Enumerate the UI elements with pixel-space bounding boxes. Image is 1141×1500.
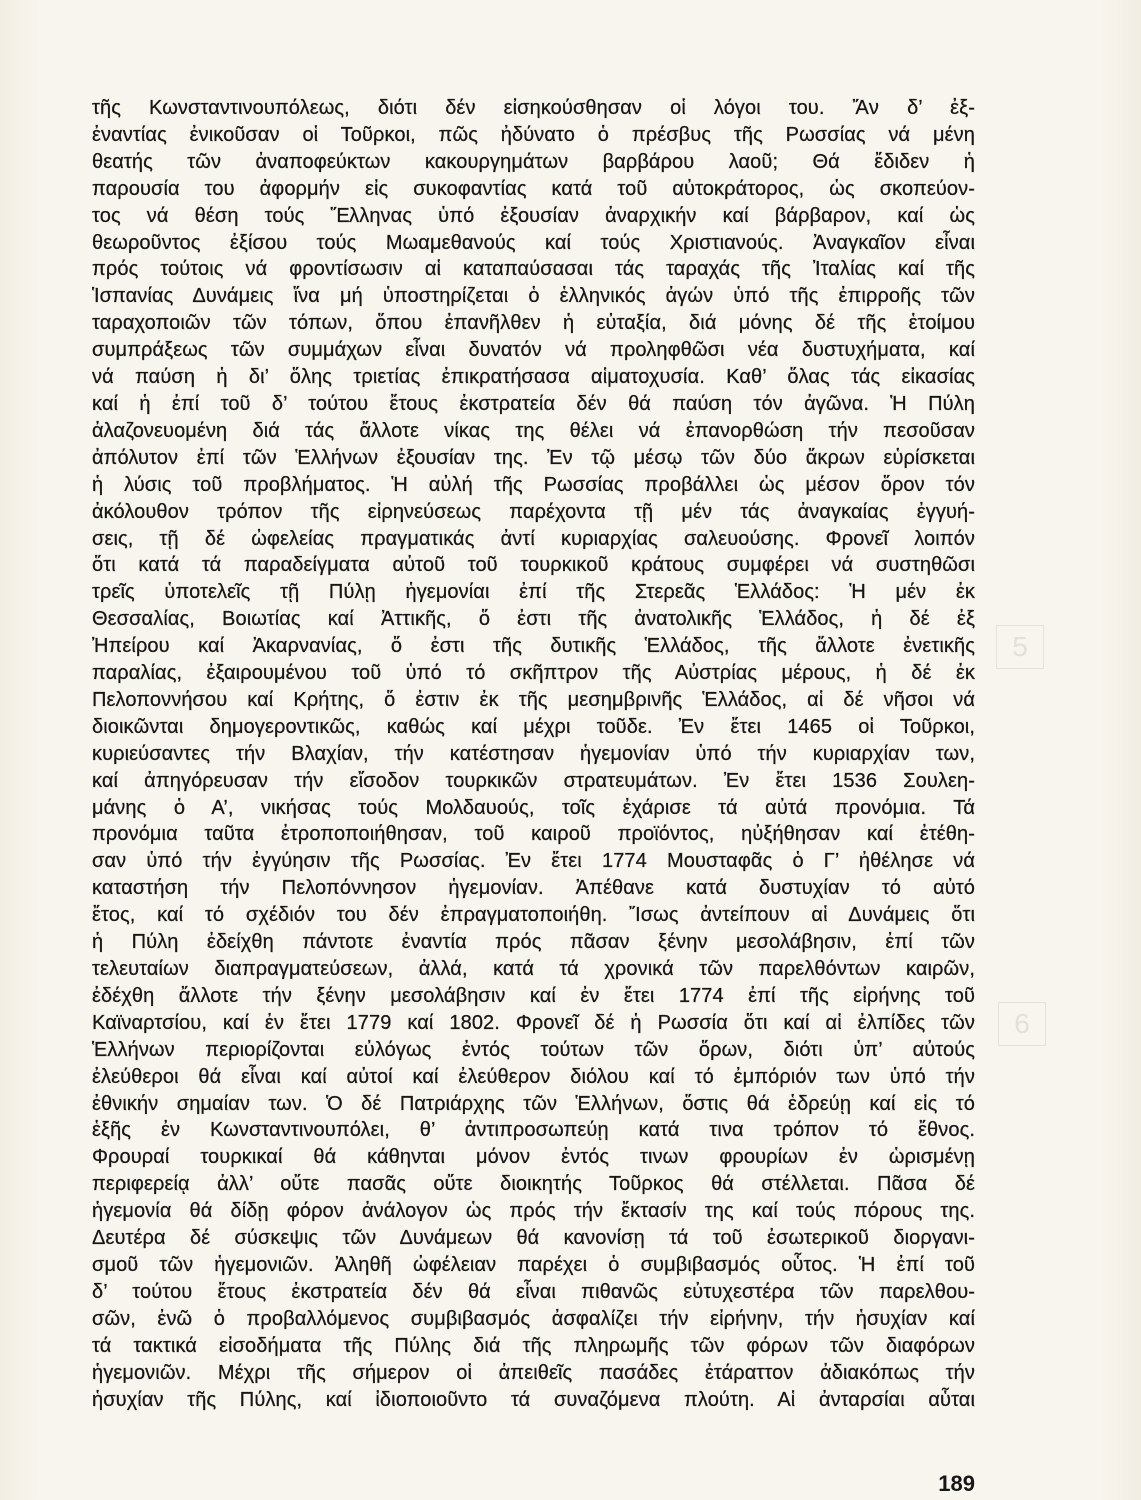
text-line: κυριεύσαντες τήν Βλαχίαν, τήν κατέστησαν ἡγεμονίαν ὑπό τήν κυριαρχίαν των, <box>92 742 975 765</box>
text-line: ἡ Πύλη ἐδείχθη πάντοτε ἐναντία πρός πᾶσαν ξένην μεσολάβησιν, ἐπί τῶν <box>92 931 975 954</box>
text-line: ἡγεμονία θά δίδῃ φόρον ἀνάλογον ὡς πρός τήν ἔκτασίν της καί τούς πόρους της. <box>92 1200 975 1223</box>
text-line: Ἑλλήνων περιορίζονται εὐλόγως ἐντός τούτων τῶν ὅρων, διότι ὑπ’ αὐτούς <box>92 1038 975 1061</box>
text-line: περιφερείᾳ ἀλλ’ οὔτε πασᾶς οὔτε διοικητής Τοῦρκος θά στέλλεται. Πᾶσα δέ <box>92 1173 975 1196</box>
text-line: δ’ τούτου ἔτους ἐκστρατεία δέν θά εἶναι πιθανῶς εὐτυχεστέρα τῶν παρελθου- <box>92 1280 975 1303</box>
text-line: πρός τούτοις νά φροντίσωσιν αἱ καταπαύσασαι τάς ταραχάς τῆς Ἰταλίας καί τῆς <box>92 258 975 281</box>
text-line: Θεσσαλίας, Βοιωτίας καί Ἀττικῆς, ὅ ἐστι τῆς ἀνατολικῆς Ἑλλάδος, ἡ δέ ἐξ <box>92 608 975 631</box>
text-line: ἔτος, καί τό σχέδιόν του δέν ἐπραγματοποιήθη. Ἴσως ἀντείπουν αἱ Δυνάμεις ὅτι <box>92 904 975 927</box>
text-line: τελευταίων διαπραγματεύσεων, ἀλλά, κατά τά χρονικά τῶν παρελθόντων καιρῶν, <box>92 958 975 980</box>
text-line: παραλίας, ἐξαιρουμένου τοῦ ὑπό τό σκῆπτρον τῆς Αὐστρίας μέρους, ἡ δέ ἐκ <box>92 662 975 685</box>
text-line: ἐθνικήν σημαίαν των. Ὁ δέ Πατριάρχης τῶν Ἑλλήνων, ὅστις θά ἑδρεύῃ καί εἰς τό <box>92 1092 975 1115</box>
text-line: θεατής τῶν ἀναποφεύκτων κακουργημάτων βαρβάρου λαοῦ; Θά ἔδιδεν ἡ <box>92 150 975 173</box>
text-line: Πελοποννήσου καί Κρήτης, ὅ ἐστιν ἐκ τῆς μεσημβρινῆς Ἑλλάδος, αἱ δέ νῆσοι νά <box>92 688 975 711</box>
text-line: προνόμια ταῦτα ἐτροποποιήθησαν, τοῦ καιροῦ προϊόντος, ηὐξήθησαν καί ἐτέθη- <box>92 823 975 846</box>
text-line: ὅτι κατά τά παραδείγματα αὐτοῦ τοῦ τουρκικοῦ κράτους συμφέρει νά συστηθῶσι <box>92 554 975 577</box>
text-line: ἡσυχίαν τῆς Πύλης, καί ἰδιοποιοῦντο τά συναζόμενα πλούτη. Αἱ ἀνταρσίαι αὗται <box>92 1388 975 1411</box>
text-line: ἀκόλουθον τρόπον τῆς εἰρηνεύσεως παρέχοντα τῇ μέν τάς ἀναγκαίας ἐγγυή- <box>92 500 975 523</box>
text-line: διοικῶνται δημογεροντικῶς, καθώς καί μέχρι τοῦδε. Ἐν ἔτει 1465 οἱ Τοῦρκοι, <box>92 715 975 738</box>
text-line: σμοῦ τῶν ἡγεμονιῶν. Ἀληθῆ ὠφέλειαν παρέχει ὁ συμβιβασμός οὗτος. Ἡ ἐπί τοῦ <box>92 1253 975 1276</box>
text-line: τος νά θέση τούς Ἕλληνας ὑπό ἐξουσίαν ἀναρχικήν καί βάρβαρον, καί ὡς <box>92 204 975 227</box>
text-line: ταραχοποιῶν τῶν τόπων, ὅπου ἐπανῆλθεν ἡ εὐταξία, διά μόνης δέ τῆς ἑτοίμου <box>92 312 975 335</box>
text-line: ἐλεύθεροι θά εἶναι καί αὐτοί καί ἐλεύθερον διόλου καί τό ἐμπόριόν των ὑπό τήν <box>92 1065 975 1088</box>
text-line: Καϊναρτσίου, καί ἐν ἔτει 1779 καί 1802. Φρονεῖ δέ ἡ Ρωσσία ὅτι καί αἱ ἐλπίδες τῶν <box>92 1011 975 1034</box>
text-line: ἀπόλυτον ἐπί τῶν Ἑλλήνων ἐξουσίαν της. Ἐν τῷ μέσῳ τῶν δύο ἄκρων εὑρίσκεται <box>92 446 975 469</box>
text-line: Φρουραί τουρκικαί θά κάθηνται μόνον ἐντός τινων φρουρίων ἐν ὡρισμένῃ <box>92 1146 975 1169</box>
text-line: ἡ λύσις τοῦ προβλήματος. Ἡ αὐλή τῆς Ρωσσίας προβάλλει ὡς μέσον ὅρον τόν <box>92 473 975 496</box>
text-line: Ἱσπανίας Δυνάμεις ἵνα μή ὑποστηρίζεται ὁ ἑλληνικός ἀγών ὑπό τῆς ἐπιρροῆς τῶν <box>92 285 975 308</box>
text-line: θεωροῦντος ἐξίσου τούς Μωαμεθανούς καί τούς Χριστιανούς. Ἀναγκαῖον εἶναι <box>92 231 975 254</box>
text-line: ἐδέχθη ἄλλοτε τήν ξένην μεσολάβησιν καί ἐν ἔτει 1774 ἐπί τῆς εἰρήνης τοῦ <box>92 984 975 1007</box>
text-line: μάνης ὁ Α’, νικήσας τούς Μολδαυούς, τοῖς ἐχάρισε τά αὐτά προνόμια. Τά <box>92 796 975 819</box>
text-line: νά παύση ἡ δι’ ὅλης τριετίας ἐπικρατήσασα αἱματοχυσία. Καθ’ ὅλας τάς εἰκασίας <box>92 366 975 389</box>
text-line: ἑξῆς ἐν Κωνσταντινουπόλει, θ’ ἀντιπροσωπεύῃ κατά τινα τρόπον τό ἔθνος. <box>92 1119 975 1142</box>
text-line: τά τακτικά εἰσοδήματα τῆς Πύλης διά τῆς πληρωμῆς τῶν φόρων τῶν διαφόρων <box>92 1334 975 1357</box>
text-line: σαν ὑπό τήν ἐγγύησιν τῆς Ρωσσίας. Ἐν ἔτει 1774 Μουσταφᾶς ὁ Γ’ ἠθέλησε νά <box>92 850 975 873</box>
text-line: ἡγεμονιῶν. Μέχρι τῆς σήμερον οἱ ἀπειθεῖς πασάδες ἐτάραττον ἀδιακόπως τήν <box>92 1361 975 1384</box>
text-line: τρεῖς ὑποτελεῖς τῇ Πύλῃ ἡγεμονίαι ἐπί τῆς Στερεᾶς Ἑλλάδος: Ἡ μέν ἐκ <box>92 581 975 604</box>
margin-mark: 6 <box>998 1002 1046 1046</box>
text-line: σῶν, ἐνῶ ὁ προβαλλόμενος συμβιβασμός ἀσφαλίζει τήν εἰρήνην, τήν ἡσυχίαν καί <box>92 1307 975 1330</box>
text-line: καί ἡ ἐπί τοῦ δ’ τούτου ἔτους ἐκστρατεία δέν θά παύση τόν ἀγῶνα. Ἡ Πύλη <box>92 392 975 415</box>
text-line: Ἠπείρου καί Ἀκαρνανίας, ὅ ἐστι τῆς δυτικῆς Ἑλλάδος, τῆς ἄλλοτε ἐνετικῆς <box>92 635 975 658</box>
margin-mark: 5 <box>996 625 1044 669</box>
body-text <box>92 95 975 1413</box>
text-line: ἐναντίας ἐνικοῦσαν οἱ Τοῦρκοι, πῶς ἠδύνατο ὁ πρέσβυς τῆς Ρωσσίας νά μένη <box>92 123 975 146</box>
text-line: καταστήση τήν Πελοπόννησον ἡγεμονίαν. Ἀπέθανε κατά δυστυχίαν τό αὐτό <box>92 877 975 900</box>
text-line: παρουσία του ἀφορμήν εἰς συκοφαντίας κατά τοῦ αὐτοκράτορος, ὡς σκοπεύον- <box>92 177 975 200</box>
text-line: συμπράξεως τῶν συμμάχων εἶναι δυνατόν νά προληφθῶσι νέα δυστυχήματα, καί <box>92 339 975 362</box>
text-line: ἀλαζονευομένη διά τάς ἄλλοτε νίκας της θέλει νά ἐπανορθώση τήν πεσοῦσαν <box>92 419 975 442</box>
text-line: καί ἀπηγόρευσαν τήν εἴσοδον τουρκικῶν στρατευμάτων. Ἐν ἔτει 1536 Σουλεη- <box>92 769 975 792</box>
text-line: Δευτέρα δέ σύσκεψις τῶν Δυνάμεων θά κανονίσῃ τά τοῦ ἐσωτερικοῦ διοργανι- <box>92 1227 975 1250</box>
text-line: τῆς Κωνσταντινουπόλεως, διότι δέν εἰσηκούσθησαν οἱ λόγοι του. Ἄν δ’ ἐξ- <box>92 97 975 119</box>
page-number: 189 <box>938 1471 975 1496</box>
text-line: σεις, τῇ δέ ὠφελείας πραγματικάς ἀντί κυριαρχίας σαλευούσης. Φρονεῖ λοιπόν <box>92 527 975 550</box>
